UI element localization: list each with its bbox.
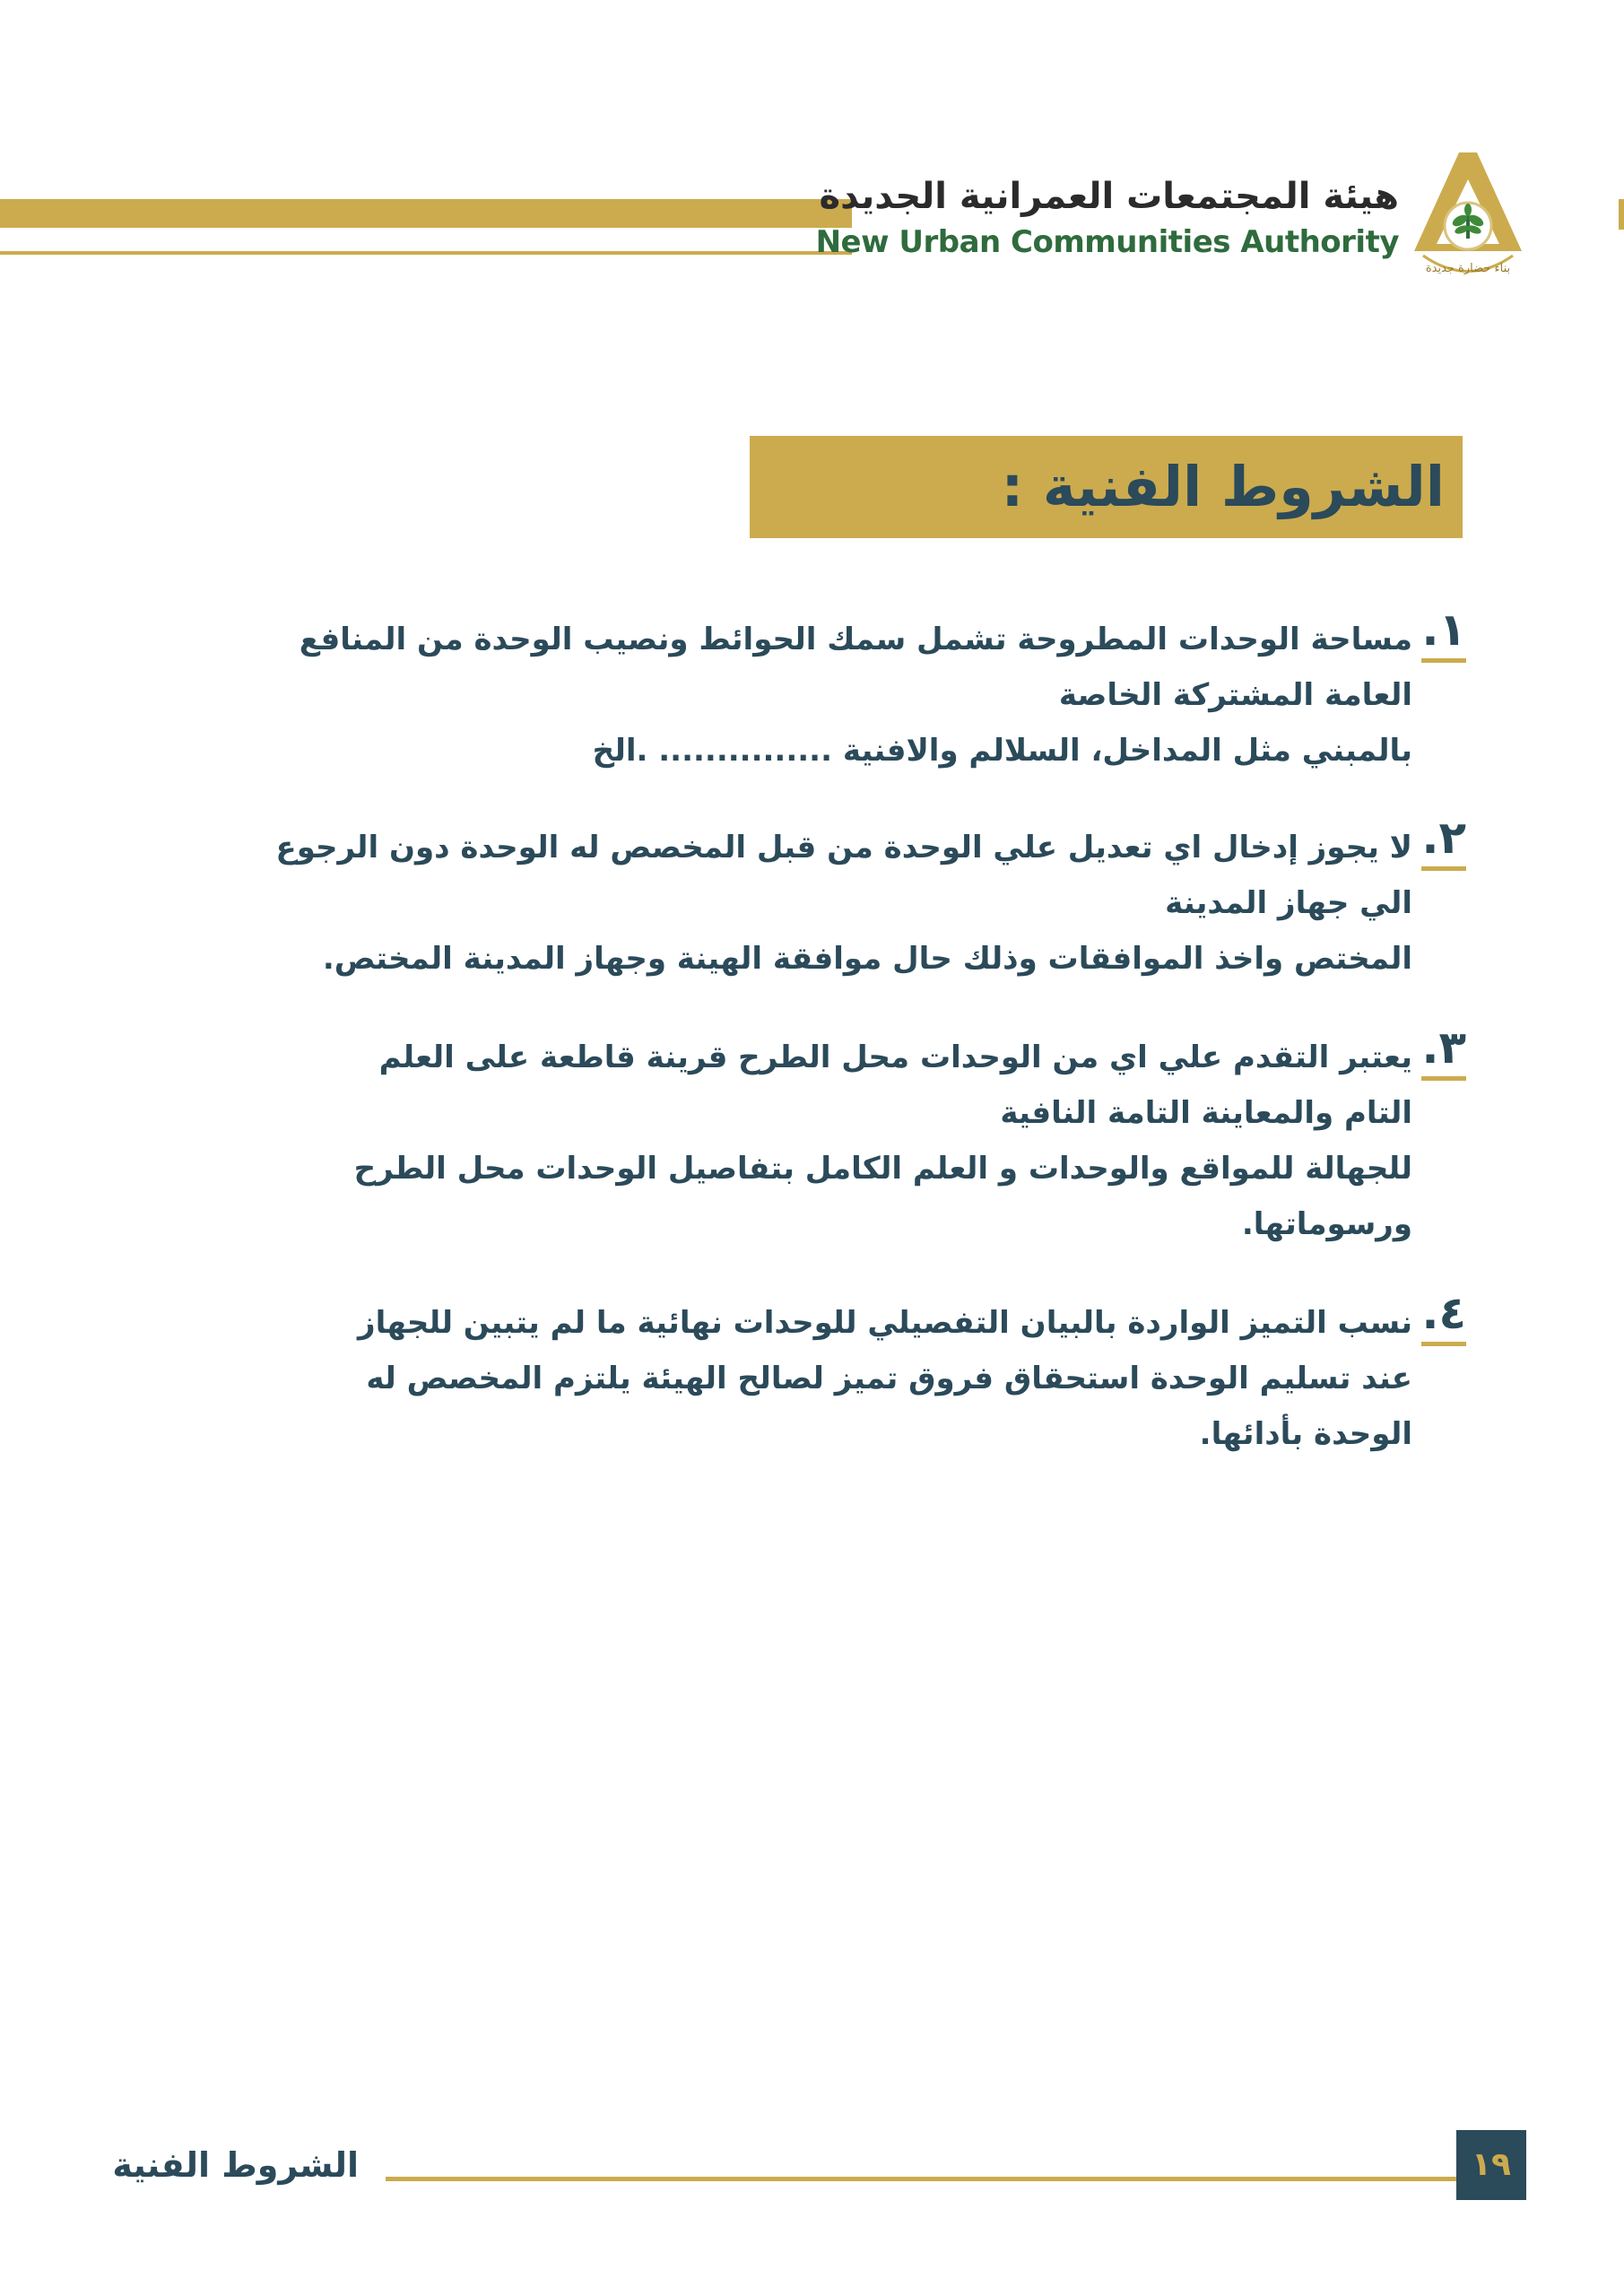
item-line: يعتبر التقدم علي اي من الوحدات محل الطرح قرينة قاطعة على العلم (378, 1039, 1412, 1075)
footer-section-title: الشروط الفنية (112, 2145, 359, 2185)
header-gold-rule (0, 251, 852, 255)
number-underline (1421, 658, 1466, 663)
item-line: للجهالة للمواقع والوحدات و العلم الكامل بتفاصيل الوحدات محل الطرح (353, 1151, 1412, 1187)
item-number: ١. (1421, 604, 1466, 656)
item-number: ٤. (1421, 1287, 1466, 1339)
item-number: ٣. (1421, 1022, 1466, 1074)
number-underline (1421, 866, 1466, 871)
number-underline (1421, 1076, 1466, 1081)
footer-gold-rule (386, 2177, 1457, 2181)
item-line: لا يجوز إدخال اي تعديل علي الوحدة من قبل المخصص له الوحدة دون الرجوع (275, 830, 1412, 865)
item-number: ٢. (1421, 812, 1466, 864)
number-underline (1421, 1342, 1466, 1346)
section-title-banner (750, 436, 1463, 538)
list-item (135, 604, 1466, 782)
item-line: نسب التميز الواردة بالبيان التفصيلي للوحدات نهائية ما لم يتبين للجهاز (358, 1305, 1412, 1341)
list-item (135, 812, 1466, 990)
item-line: الوحدة بأدائها. (1199, 1416, 1412, 1452)
item-line: ورسوماتها. (1241, 1206, 1412, 1242)
item-line: الي جهاز المدينة (1165, 885, 1412, 921)
list-item (135, 1287, 1466, 1465)
list-item (135, 1022, 1466, 1254)
item-line: العامة المشتركة الخاصة (1058, 677, 1412, 713)
item-line: التام والمعاينة التامة النافية (1000, 1095, 1412, 1131)
item-line: مساحة الوحدات المطروحة تشمل سمك الحوائط ونصيب الوحدة من المنافع (299, 622, 1412, 657)
item-line: المختص واخذ الموافقات وذلك حال موافقة الهينة وجهاز المدينة المختص. (322, 941, 1412, 977)
header-gold-bar (0, 199, 852, 228)
org-name-english: New Urban Communities Authority (815, 224, 1399, 260)
page-number: ١٩ (1456, 2130, 1526, 2200)
logo-tagline: بناء حضارة جديدة (1425, 262, 1511, 275)
item-line: عند تسليم الوحدة استحقاق فروق تميز لصالح الهيئة يلتزم المخصص له (366, 1361, 1412, 1396)
edge-mark (1619, 199, 1624, 230)
org-name-arabic: هيئة المجتمعات العمرانية الجديدة (819, 176, 1399, 217)
section-title: الشروط الفنية : (1001, 454, 1445, 519)
item-line: بالمبني مثل المداخل، السلالم والافنية ............... .الخ (592, 733, 1412, 769)
